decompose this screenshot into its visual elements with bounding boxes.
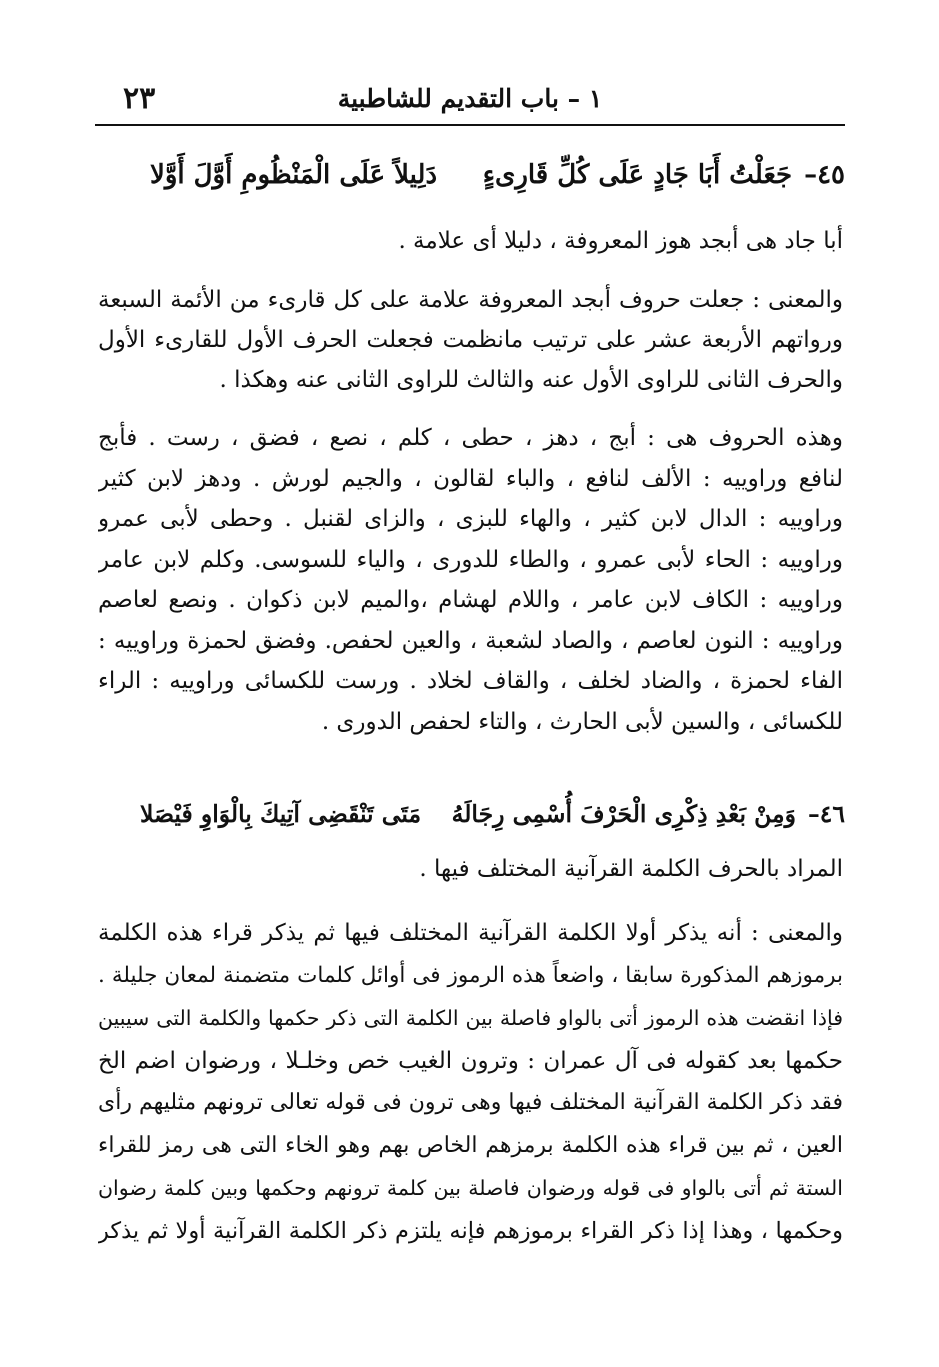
- chapter-title: ١ – باب التقديم للشاطبية: [337, 84, 603, 113]
- meaning-46-line: برموزهم المذكورة سابقا ، واضعاً هذه الرموز فى أوائل كلمات متضمنة لمعان جليلة .: [98, 962, 843, 988]
- verse-46-number: ٤٦–: [808, 800, 845, 828]
- verse-45: [150, 160, 845, 200]
- meaning-46-line: العين ، ثم بين قراء هذه الكلمة برمزهم الخاص بهم وهو الخاء التى هى رمز للقراء: [98, 1132, 843, 1158]
- meaning-45-line: والمعنى : جعلت حروف أبجد المعروفة علامة على كل قارىء من الأئمة السبعة: [98, 287, 843, 313]
- gloss-45: [98, 222, 843, 260]
- meaning-46-line: الستة ثم أتى بالواو فى قوله ورضوان فاصلة بين كلمة ترونهم وحكمها وبين كلمة رضوان: [98, 1176, 843, 1200]
- verse-45-first-hemistich: [483, 160, 845, 190]
- verse-45-number: ٤٥–: [804, 160, 845, 190]
- gloss-45-line: أبا جاد هى أبجد هوز المعروفة ، دليلا أى علامة .: [398, 228, 843, 254]
- meaning-45: [98, 280, 843, 400]
- gloss-46: [98, 850, 843, 888]
- letters-line: وهذه الحروف هى : أبج ، دهز ، حطى ، كلم ، نصع ، فضق ، رست . فأبج: [98, 425, 843, 451]
- verse-46: [140, 800, 845, 840]
- header-rule: [95, 124, 845, 126]
- verse-46-first-hemistich: [452, 800, 845, 828]
- page-number: ٢٣: [123, 81, 156, 116]
- meaning-46: [98, 912, 843, 1252]
- running-header: [95, 78, 845, 120]
- verse-46-second-hemistich: مَتَى تَنْقَضِى آتِيكَ بِالْوَاوِ فَيْصَلا: [140, 800, 422, 828]
- gloss-46-line: المراد بالحرف الكلمة القرآنية المختلف فيها .: [419, 856, 843, 882]
- meaning-46-line: حكمها بعد كقوله فى آل عمران : وترون الغيب خص وخلـلا ، ورضوان اضم الخ: [98, 1047, 843, 1074]
- meaning-45-line: والحرف الثانى للراوى الأول عنه والثالث للراوى الثانى عنه وهكذا .: [219, 367, 843, 393]
- verse-46-first-text: وَمِنْ بَعْدِ ذِكْرِى الْحَرْفَ أُسْمِى رِجَالَهُ: [451, 800, 796, 828]
- meaning-46-line: فقد ذكر الكلمة القرآنية المختلف فيها وهى ترون فى قوله تعالى ترونهم مثليهم رأى: [98, 1090, 843, 1115]
- meaning-46-line: فإذا انقضت هذه الرموز أتى بالواو فاصلة بين الكلمة التى ذكر حكمها والكلمة التى سيبين: [98, 1006, 843, 1030]
- letters-line: وراوييه : الكاف لابن عامر ، واللام لهشام ،والميم لابن ذكوان . ونصع لعاصم: [98, 587, 843, 613]
- letters-paragraph: [98, 418, 843, 742]
- meaning-46-line: والمعنى : أنه يذكر أولا الكلمة القرآنية المختلف فيها ثم يذكر قراء هذه الكلمة: [98, 920, 843, 946]
- meaning-45-line: ورواتهم الأربعة عشر على ترتيب مانظمت فجعلت الحرف الأول للقارىء الأول: [98, 327, 843, 353]
- verse-45-first-text: جَعَلْتُ أَبَا جَادٍ عَلَى كُلِّ قَارِىءٍ: [482, 160, 793, 190]
- letters-line: وراوييه : الحاء لأبى عمرو ، والطاء للدورى ، والياء للسوسى. وكلم لابن عامر: [98, 546, 843, 573]
- verse-45-second-hemistich: دَلِيلاً عَلَى الْمَنْظُومِ أَوَّلَ أَوَّلا: [150, 160, 438, 190]
- letters-line: وراوييه : الدال لابن كثير ، والهاء للبزى ، والزاى لقنبل . وحطى لأبى عمرو: [98, 506, 843, 532]
- letters-line: لنافع وراوييه : الألف لنافع ، والباء لقالون ، والجيم لورش . ودهز لابن كثير: [98, 465, 843, 492]
- letters-line: للكسائى ، والسين لأبى الحارث ، والتاء لحفص الدورى .: [321, 708, 843, 735]
- letters-line: وراوييه : النون لعاصم ، والصاد لشعبة ، والعين لحفص. وفضق لحمزة وراوييه :: [98, 627, 843, 654]
- meaning-46-line: وحكمها ، وهذا إذا ذكر القراء برموزهم فإنه يلتزم ذكر الكلمة القرآنية أولا ثم يذكر: [98, 1217, 843, 1244]
- letters-line: الفاء لحمزة ، والضاد لخلف ، والقاف لخلاد . ورست للكسائى وراوييه : الراء: [98, 668, 843, 694]
